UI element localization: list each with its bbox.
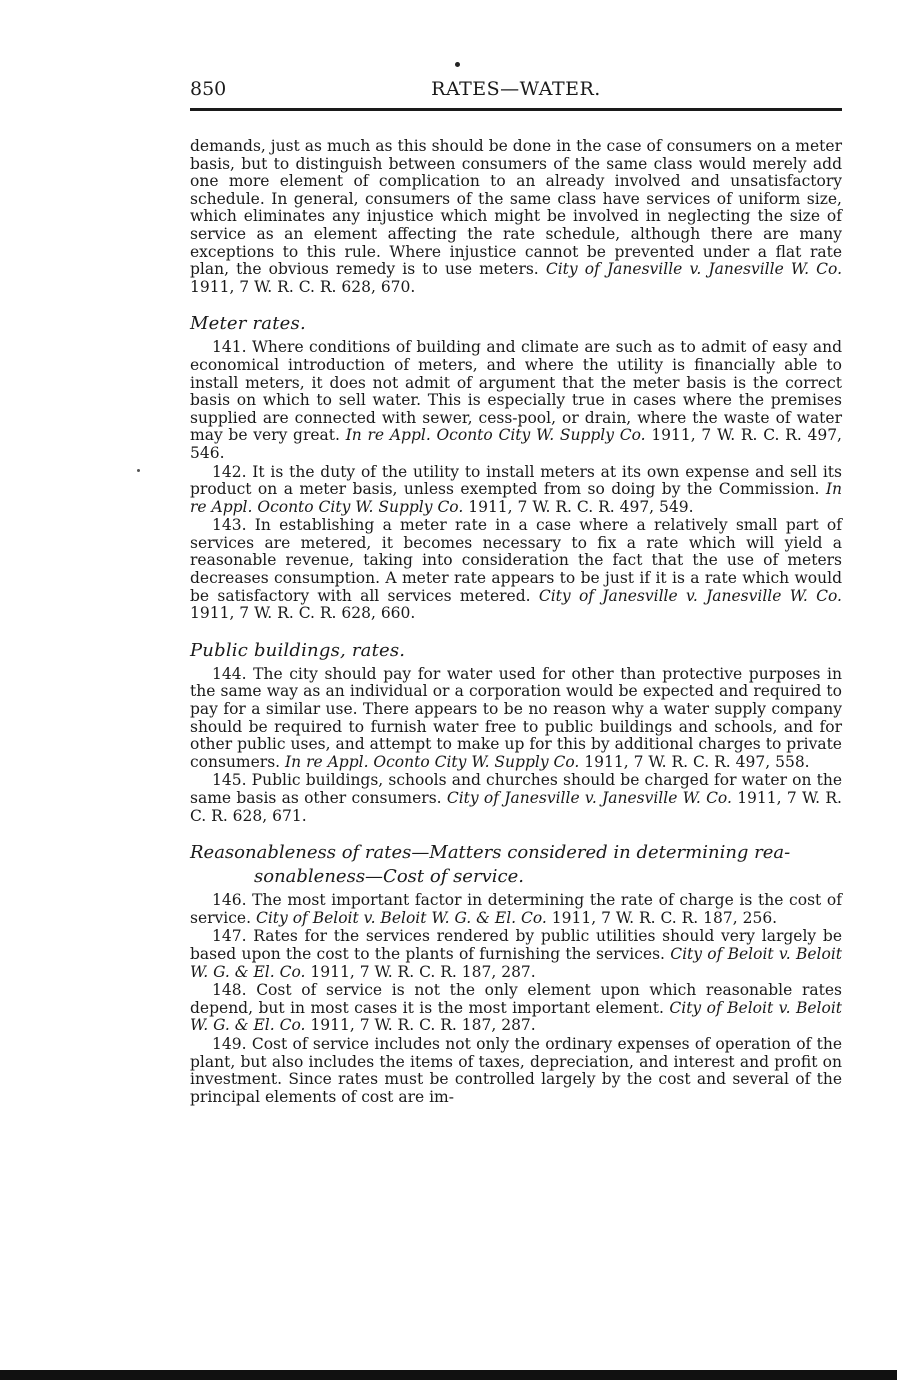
paragraph-145: 145. Public buildings, schools and churches should be charged for water on the same basis as other consumers. City of Janesville v. Janesville W. Co. 1911, 7 W. R. C. R. 628, 671. [190, 771, 842, 825]
page-bottom-edge [0, 1370, 897, 1380]
section-heading-meter-rates: Meter rates. [190, 313, 306, 335]
section-heading-public-buildings: Public buildings, rates. [190, 639, 406, 661]
page-number: 850 [190, 78, 227, 100]
paragraph-intro: demands, just as much as this should be done in the case of consumers on a meter basis, but to distinguish between consumers of the same class would merely add one more element of complication to an already involved and unsatisfactory schedule. In general, consumers of the same class have services of uniform size, which eliminates any injustice which might be involved in neglecting the size of service as an element affecting the rate schedule, although there are many exceptions to this rule. Where injustice cannot be prevented under a flat rate plan, the obvious remedy is to use meters. City of Janesville v. Janesville W. Co. 1911, 7 W. R. C. R. 628, 670. [190, 137, 842, 296]
print-speck [137, 469, 140, 472]
running-title: RATES—WATER. [431, 78, 601, 100]
paragraph-143: 143. In establishing a meter rate in a case where a relatively small part of services are metered, it becomes necessary to fix a rate which will yield a reasonable revenue, taking into consideration the fact that the use of meters decreases consumption. A meter rate appears to be just if it is a rate which would be satisfactory with all services metered. City of Janesville v. Janesville W. Co. 1911, 7 W. R. C. R. 628, 660. [190, 516, 842, 623]
page-body [190, 138, 842, 1106]
paragraph-147: 147. Rates for the services rendered by public utilities should very largely be based upon the cost to the plants of furnishing the services. City of Beloit v. Beloit W. G. & El. Co. 1911, 7 W. R. C. R. 187, 287. [190, 927, 843, 981]
section-heading-reasonableness: Reasonableness of rates—Matters considered in determining rea- sonableness—Cost of service. [190, 842, 791, 888]
header-rule [190, 108, 842, 111]
paragraph-149: 149. Cost of service includes not only the ordinary expenses of operation of the plant, but also includes the items of taxes, depreciation, and interest and profit on investment. Since rates must be controlled largely by the cost and several of the principal elements of cost are im- [190, 1034, 842, 1106]
running-header [190, 78, 842, 108]
print-mark [455, 62, 460, 67]
paragraph-148: 148. Cost of service is not the only element upon which reasonable rates depend, but in most cases it is the most important element. City of Beloit v. Beloit W. G. & El. Co. 1911, 7 W. R. C. R. 187, 287. [190, 981, 843, 1035]
paragraph-141: 141. Where conditions of building and climate are such as to admit of easy and economical introduction of meters, and where the utility is financially able to install meters, it does not admit of argument that the meter basis is the correct basis on which to sell water. This is especially true in cases where the premises supplied are connected with sewer, cess-pool, or drain, where the waste of water may be very great. In re Appl. Oconto City W. Supply Co. 1911, 7 W. R. C. R. 497, 546. [190, 338, 842, 462]
paragraph-144: 144. The city should pay for water used for other than protective purposes in the same way as an individual or a corporation would be expected and required to pay for a similar use. There appears to be no reason why a water supply company should be required to furnish water free to public buildings and schools, and for other public uses, and attempt to make up for this by additional charges to private consumers. In re Appl. Oconto City W. Supply Co. 1911, 7 W. R. C. R. 497, 558. [190, 664, 842, 771]
paragraph-142: 142. It is the duty of the utility to install meters at its own expense and sell its product on a meter basis, unless exempted from so doing by the Commission. In re Appl. Oconto City W. Supply Co. 1911, 7 W. R. C. R. 497, 549. [190, 462, 842, 516]
paragraph-146: 146. The most important factor in determining the rate of charge is the cost of service. City of Beloit v. Beloit W. G. & El. Co. 1911, 7 W. R. C. R. 187, 256. [190, 891, 842, 927]
